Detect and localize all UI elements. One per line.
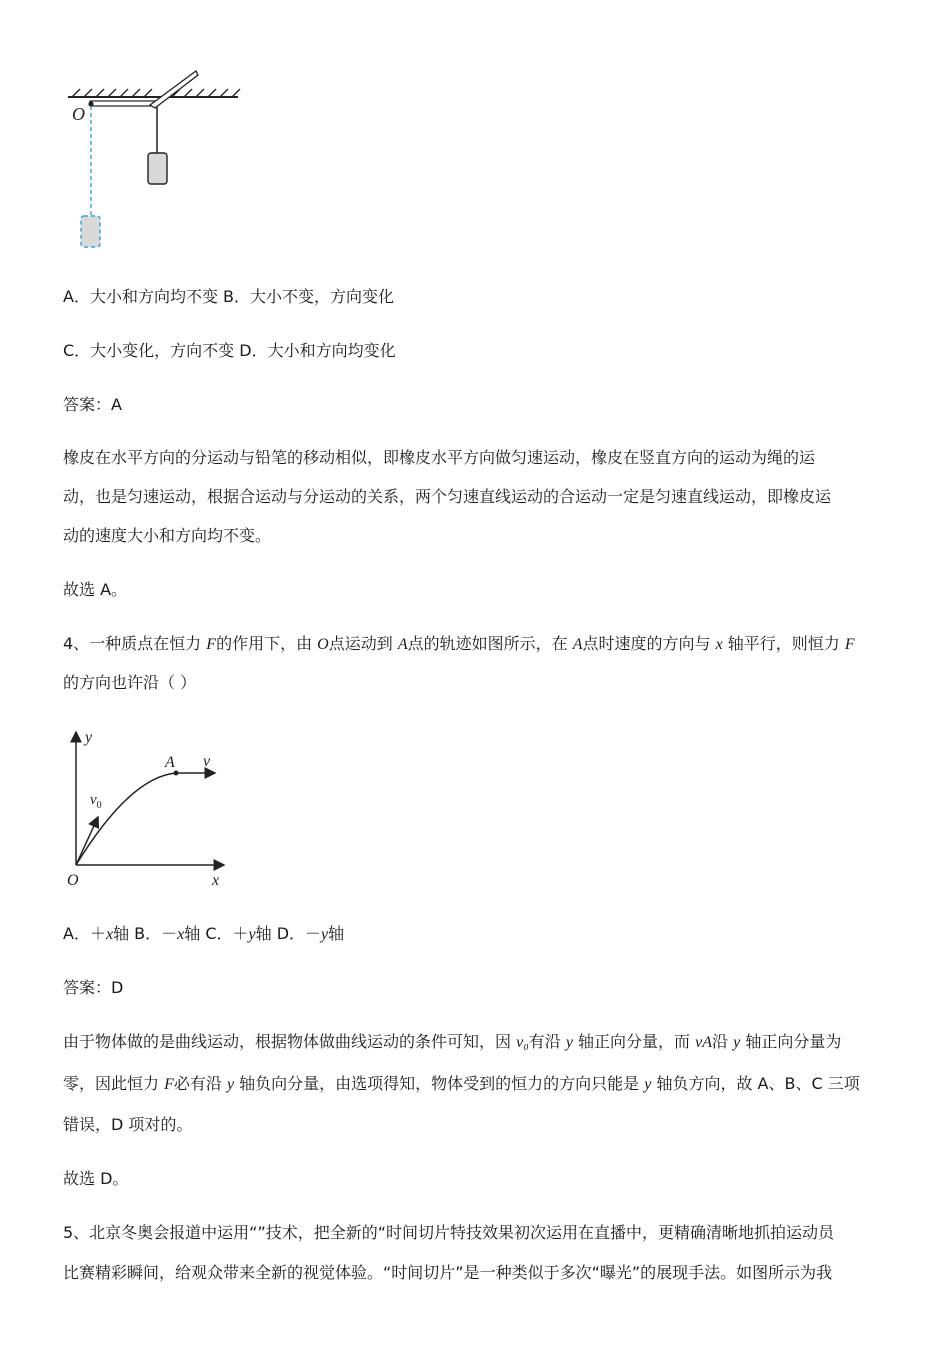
q4-stem-text: 点运动到 [328,634,398,653]
var-o: O [317,636,329,653]
var-x: x [715,636,723,653]
q5-stem-line1: 5、北京冬奥会报道中运用“”技术，把全新的“时间切片特技效果初次运用在直播中，更精确清晰地抓拍运动员 [63,1223,835,1242]
q4-expl-text: 轴负向分量，由选项得知，物体受到的恒力的方向只能是 [234,1074,645,1093]
q4-expl-text: 轴正向分量为 [740,1032,842,1051]
var-y: y [733,1034,741,1051]
label-v: v [203,753,211,770]
q4-expl-text: 轴负方向，故 A、B、C 三项 [651,1074,860,1093]
var-f: F [164,1076,174,1093]
var-f: F [206,636,217,653]
label-v0: $v_0$ [90,792,102,811]
q4-expl-text: 由于物体做的是曲线运动，根据物体做曲线运动的条件可知，因 [63,1032,517,1051]
eraser-pencil-figure [60,65,250,255]
var-x: x [177,926,185,943]
q4-stem-text: 4、一种质点在恒力 [63,634,207,653]
q3-explanation-line1: 橡皮在水平方向的分运动与铅笔的移动相似，即橡皮水平方向做匀速运动，橡皮在竖直方向的运动为绳的运 [63,448,816,467]
q4-stem-text: 点的轨迹如图所示，在 [407,634,573,653]
q4-explanation-line1 [63,1032,841,1053]
q4-answer: 答案：D [63,978,124,997]
var-y: y [321,926,329,943]
q3-choose: 故选 A。 [63,580,128,599]
q3-explanation-line2: 动，也是匀速运动，根据合运动与分运动的关系，两个匀速直线运动的合运动一定是匀速直线运动，即橡皮运 [63,487,832,506]
q4-option-text: A．＋ [63,924,106,943]
var-x: x [105,926,114,943]
q4-stem-text: 的作用下，由 [216,634,318,653]
label-x: x [212,872,220,889]
q4-explanation-line3: 错误，D 项对的。 [63,1115,193,1134]
q4-stem-line2: 的方向也许沿（ ） [63,673,197,692]
var-a: A [397,636,408,653]
var-y: y [644,1076,652,1093]
q4-option-text: 轴 C．＋ [184,924,249,943]
q4-expl-text: 必有沿 [173,1074,227,1093]
q3-options-line1: A．大小和方向均不变 B．大小不变，方向变化 [63,287,395,306]
q4-option-text: 轴 D．－ [255,924,322,943]
q4-choose: 故选 D。 [63,1169,129,1188]
var-f: F [844,636,855,653]
trajectory-figure [60,722,240,892]
var-y: y [565,1034,573,1051]
q4-expl-text: 轴正向分量，而 [572,1032,696,1051]
q4-stem-text: 点时速度的方向与 [582,634,716,653]
label-a: A [165,754,175,771]
q4-expl-text: 有沿 [528,1032,566,1051]
q4-stem-line1 [63,634,855,655]
var-va: vA [695,1034,713,1051]
q4-expl-text: 零，因此恒力 [63,1074,165,1093]
q3-explanation-line3: 动的速度大小和方向均不变。 [63,526,272,545]
var-v0: v₀ [516,1034,529,1051]
q5-stem-line2: 比赛精彩瞬间，给观众带来全新的视觉体验。“时间切片”是一种类似于多次“曝光”的展现手法。如图所示为我 [63,1263,833,1282]
label-origin: O [67,872,79,889]
q3-answer: 答案：A [63,395,122,414]
label-y: y [85,729,93,746]
q4-option-text: 轴 [328,924,345,943]
q3-options-line2: C．大小变化，方向不变 D．大小和方向均变化 [63,341,396,360]
q4-option-text: 轴 B．－ [113,924,178,943]
var-y: y [248,926,256,943]
var-y: y [226,1076,235,1093]
label-o: O [72,104,85,124]
q4-stem-text: 轴平行，则恒力 [722,634,845,653]
q4-expl-text: 沿 [712,1032,734,1051]
q4-options [63,924,344,945]
var-a: A [572,636,583,653]
q4-explanation-line2 [63,1074,860,1095]
